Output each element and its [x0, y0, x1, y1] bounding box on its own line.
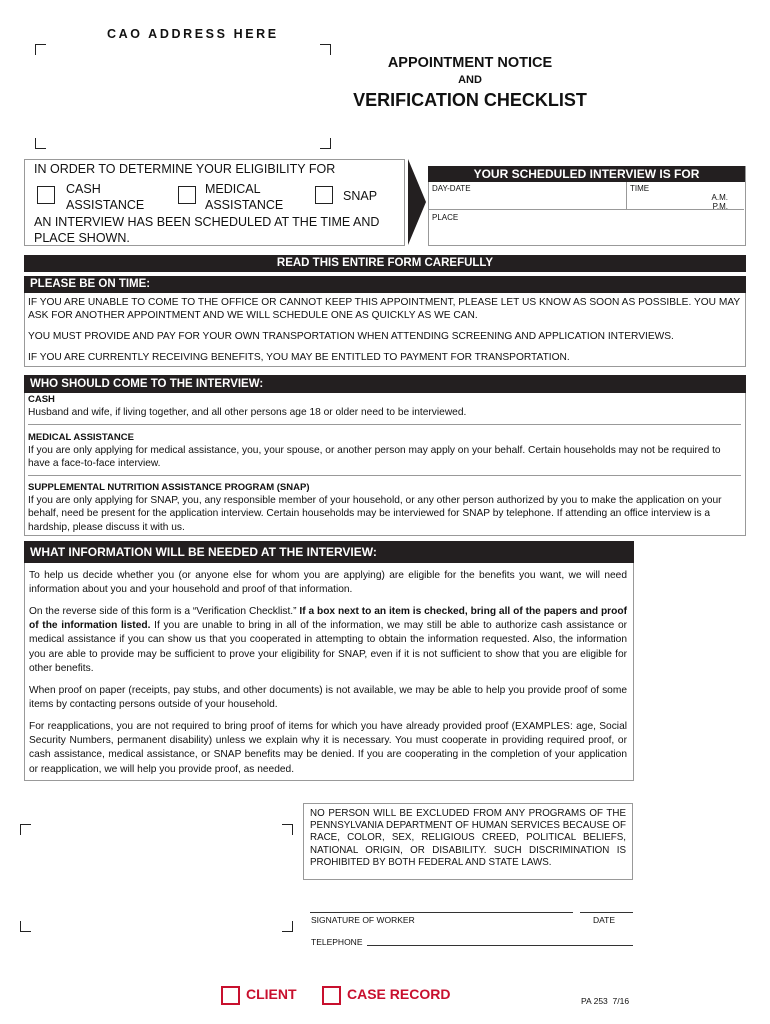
day-date-label: DAY-DATE — [432, 184, 471, 193]
who-heading: WHO SHOULD COME TO THE INTERVIEW: — [24, 375, 746, 393]
title-verification-checklist: VERIFICATION CHECKLIST — [353, 90, 587, 110]
mailing-corner-br — [282, 921, 293, 932]
time-label: TIME — [630, 184, 650, 193]
what-paragraph-4: For reapplications, you are not required to bring proof of items for which you have already provided proof (EXAMPLES: age, Social Security Numbers, permanent disability) unless we explain why it is necessary. You must cooperate in providing required proof, or cash assistance, medical assistance, or SNAP benefits may be denied. If you are cooperating in the completion of your application or reapplication, we will help you provide proof, as needed. — [29, 721, 627, 775]
interview-box-header: YOUR SCHEDULED INTERVIEW IS FOR — [428, 166, 745, 182]
who-cash-title: CASH — [28, 394, 55, 405]
what-paragraph-2: On the reverse side of this form is a “Verification Checklist.” If a box next to an item is checked, bring all of the papers and proof of the information listed. If you are unable to bring in all of the information, we may still be able to authorize cash assistance or medical assistance if you can show us that you cooperated in attempting to obtain the information requested. Also, the information you are able to provide may be sufficient to prove your eligibility for SNAP, even if it is not sufficient to show that you are eligible for other benefits. — [29, 606, 627, 674]
cash-assistance-checkbox[interactable] — [37, 186, 55, 204]
date-label: DATE — [593, 915, 616, 925]
who-ma-text: If you are only applying for medical assistance, you, your spouse, or another person may apply on your behalf. Certain households may not be required to have a face-to-face interview. — [28, 445, 721, 470]
medical-assistance-checkbox[interactable] — [178, 186, 196, 204]
snap-label: SNAP — [343, 189, 378, 203]
case-record-copy-checkbox[interactable] — [322, 986, 341, 1005]
mailing-corner-bl — [20, 921, 31, 932]
eligibility-intro: IN ORDER TO DETERMINE YOUR ELIGIBILITY FOR — [34, 162, 336, 176]
address-corner-tl — [35, 44, 46, 55]
who-snap-title: SUPPLEMENTAL NUTRITION ASSISTANCE PROGRAM (SNAP) — [28, 482, 310, 493]
place-field[interactable] — [429, 210, 744, 243]
date-line[interactable] — [580, 898, 633, 913]
on-time-paragraph-3: IF YOU ARE CURRENTLY RECEIVING BENEFITS, YOU MAY BE ENTITLED TO PAYMENT FOR TRANSPORTATION. — [28, 352, 570, 363]
form-id: PA 253 7/16 — [581, 996, 630, 1006]
title-appointment-notice: APPOINTMENT NOTICE — [387, 55, 553, 71]
am-label: A.M. — [711, 193, 728, 202]
case-record-copy-label: CASE RECORD — [347, 986, 451, 1002]
telephone-line[interactable] — [367, 935, 633, 946]
arrow-right-icon — [407, 159, 427, 245]
nondiscrimination-text: NO PERSON WILL BE EXCLUDED FROM ANY PROGRAMS OF THE PENNSYLVANIA DEPARTMENT OF HUMAN SERVICES BECAUSE OF RACE, COLOR, SEX, RELIGIOUS CREED, POLITICAL BELIEFS, NATIONAL ORIGIN, OR DISABILITY. SUCH DISCRIMINATION IS PROHIBITED BY BOTH FEDERAL AND STATE LAWS. — [310, 808, 626, 868]
on-time-heading: PLEASE BE ON TIME: — [24, 276, 746, 293]
who-ma-title: MEDICAL ASSISTANCE — [28, 432, 134, 443]
cao-address: CAO ADDRESS HERE — [107, 27, 279, 41]
cash-assistance-label: CASH ASSISTANCE — [66, 182, 145, 212]
what-paragraph-1: To help us decide whether you (or anyone else for whom you are applying) are eligible for the benefits you want, we will need information about you and your household and proof of that information. — [29, 570, 627, 596]
what-heading: WHAT INFORMATION WILL BE NEEDED AT THE INTERVIEW: — [24, 541, 634, 563]
client-copy-label: CLIENT — [246, 986, 297, 1002]
snap-checkbox[interactable] — [315, 186, 333, 204]
eligibility-statement: AN INTERVIEW HAS BEEN SCHEDULED AT THE TIME AND PLACE SHOWN. — [34, 215, 380, 245]
divider — [28, 475, 741, 476]
telephone-label: TELEPHONE — [311, 937, 363, 947]
client-copy-checkbox[interactable] — [221, 986, 240, 1005]
on-time-paragraph-1: IF YOU ARE UNABLE TO COME TO THE OFFICE OR CANNOT KEEP THIS APPOINTMENT, PLEASE LET US KNOW AS SOON AS POSSIBLE. YOU MAY ASK FOR ANOTHER APPOINTMENT AND WE WILL SCHEDULE ONE AS QUICKLY AS WE CAN. — [28, 297, 740, 322]
who-snap-text: If you are only applying for SNAP, you, any responsible member of your household, or any other person authorized by you to make the application on your behalf, need be present for the application interview. Certain households may be interviewed for SNAP by telephone. If attending an office interview is a hardship, please discuss it with us. — [28, 495, 722, 533]
address-corner-bl — [35, 138, 46, 149]
medical-assistance-label: MEDICAL ASSISTANCE — [205, 182, 284, 212]
address-corner-tr — [320, 44, 331, 55]
mailing-corner-tr — [282, 824, 293, 835]
mailing-corner-tl — [20, 824, 31, 835]
address-corner-br — [320, 138, 331, 149]
title-and: AND — [458, 74, 482, 86]
on-time-paragraph-2: YOU MUST PROVIDE AND PAY FOR YOUR OWN TRANSPORTATION WHEN ATTENDING SCREENING AND APPLICATION INTERVIEWS. — [28, 331, 674, 342]
signature-of-worker-line[interactable] — [310, 898, 573, 913]
place-label: PLACE — [432, 213, 459, 222]
divider — [28, 424, 741, 425]
read-form-banner: READ THIS ENTIRE FORM CAREFULLY — [24, 255, 746, 272]
what-paragraph-3: When proof on paper (receipts, pay stubs, and other documents) is not available, we may be able to help you provide proof of some items by contacting persons outside of your household. — [29, 685, 627, 711]
who-cash-text: Husband and wife, if living together, and all other persons age 18 or older need to be interviewed. — [28, 407, 467, 418]
signature-of-worker-label: SIGNATURE OF WORKER — [311, 915, 415, 925]
pm-label: P.M. — [712, 202, 728, 211]
